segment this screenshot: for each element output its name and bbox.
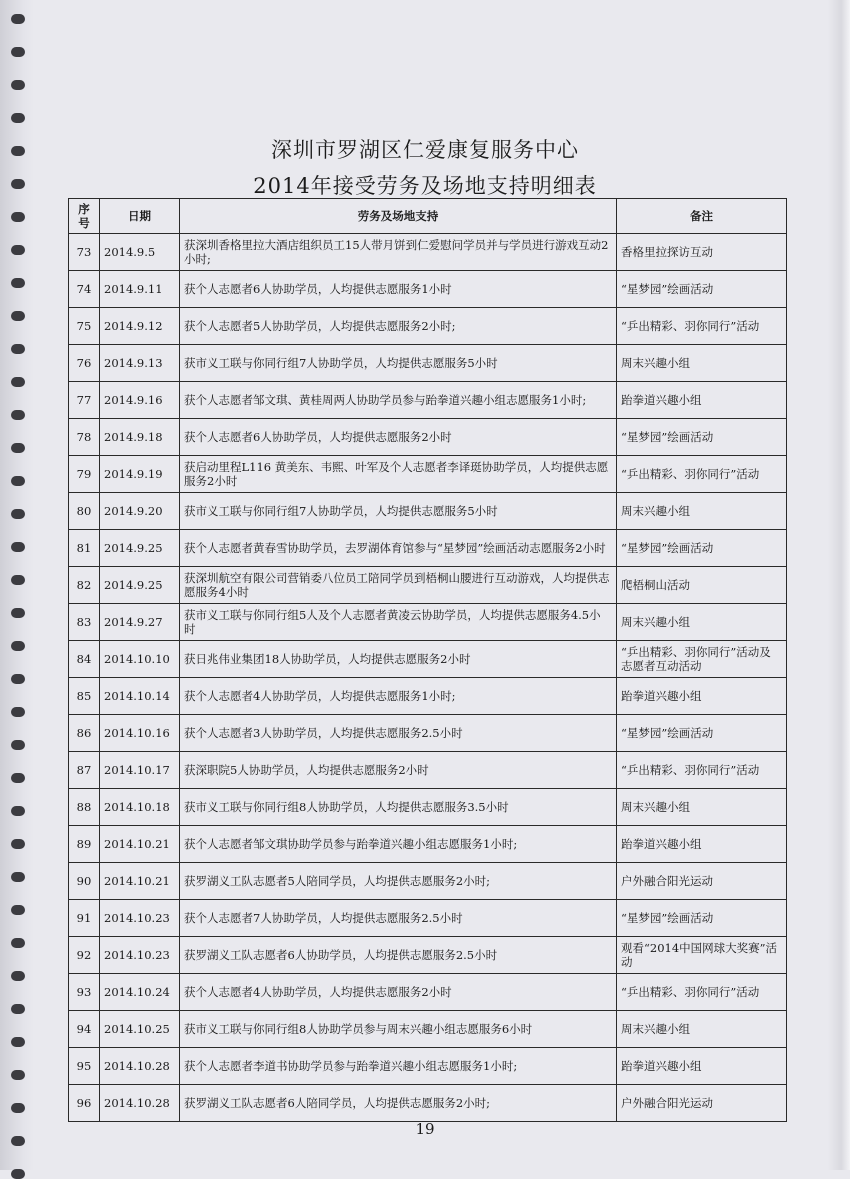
binding-hole [11,806,25,816]
row-date: 2014.10.23 [100,937,180,974]
row-note: 观看“2014中国网球大奖赛”活动 [617,937,787,974]
row-note: “乒出精彩、羽你同行”活动 [617,308,787,345]
binding-hole [11,14,25,24]
table-row [69,308,787,345]
row-note: 户外融合阳光运动 [617,863,787,900]
row-note: 周末兴趣小组 [617,604,787,641]
row-support: 获市义工联与你同行组8人协助学员，人均提供志愿服务3.5小时 [180,789,617,826]
table-row [69,826,787,863]
row-number: 90 [69,863,100,900]
row-support: 获个人志愿者4人协助学员，人均提供志愿服务1小时; [180,678,617,715]
row-support: 获个人志愿者3人协助学员，人均提供志愿服务2.5小时 [180,715,617,752]
row-number: 85 [69,678,100,715]
row-date: 2014.9.19 [100,456,180,493]
binding-hole [11,938,25,948]
row-date: 2014.9.13 [100,345,180,382]
binding-hole [11,245,25,255]
row-number: 89 [69,826,100,863]
binding-hole [11,1037,25,1047]
row-support: 获启动里程L116 黄美东、韦熙、叶军及个人志愿者李译珽协助学员，人均提供志愿服务2小时 [180,456,617,493]
table-row [69,530,787,567]
row-support: 获市义工联与你同行组7人协助学员，人均提供志愿服务5小时 [180,493,617,530]
column-header-note: 备注 [617,199,787,234]
document-title: 深圳市罗湖区仁爱康复服务中心 [271,138,579,162]
binding-hole [11,410,25,420]
row-note: 香格里拉探访互动 [617,234,787,271]
table-row [69,271,787,308]
row-note: “星梦园”绘画活动 [617,900,787,937]
table-row [69,419,787,456]
row-support: 获个人志愿者邹文琪、黄桂周两人协助学员参与跆拳道兴趣小组志愿服务1小时; [180,382,617,419]
row-number: 96 [69,1085,100,1122]
row-support: 获个人志愿者邹文琪协助学员参与跆拳道兴趣小组志愿服务1小时; [180,826,617,863]
binding-hole [11,377,25,387]
row-date: 2014.10.28 [100,1048,180,1085]
row-support: 获市义工联与你同行组5人及个人志愿者黄凌云协助学员，人均提供志愿服务4.5小时 [180,604,617,641]
binding-hole [11,278,25,288]
table-row [69,715,787,752]
binding-hole [11,443,25,453]
binding-hole [11,707,25,717]
table-row [69,493,787,530]
column-header-support: 劳务及场地支持 [180,199,617,234]
row-support: 获罗湖义工队志愿者6人协助学员，人均提供志愿服务2.5小时 [180,937,617,974]
row-note: “星梦园”绘画活动 [617,715,787,752]
row-date: 2014.9.25 [100,567,180,604]
row-support: 获个人志愿者4人协助学员，人均提供志愿服务2小时 [180,974,617,1011]
table-row [69,604,787,641]
binding-hole [11,1004,25,1014]
row-note: “星梦园”绘画活动 [617,530,787,567]
table-row [69,345,787,382]
row-note: 周末兴趣小组 [617,1011,787,1048]
row-number: 76 [69,345,100,382]
row-note: 周末兴趣小组 [617,493,787,530]
row-number: 75 [69,308,100,345]
row-number: 82 [69,567,100,604]
binding-hole [11,905,25,915]
row-date: 2014.9.12 [100,308,180,345]
row-support: 获深职院5人协助学员，人均提供志愿服务2小时 [180,752,617,789]
row-date: 2014.9.16 [100,382,180,419]
table-row [69,752,787,789]
row-date: 2014.10.21 [100,826,180,863]
row-date: 2014.10.18 [100,789,180,826]
row-date: 2014.9.25 [100,530,180,567]
row-number: 74 [69,271,100,308]
binding-hole [11,1070,25,1080]
binding-hole [11,212,25,222]
binding-hole [11,542,25,552]
row-note: “乒出精彩、羽你同行”活动 [617,456,787,493]
binding-hole [11,674,25,684]
row-support: 获市义工联与你同行组7人协助学员，人均提供志愿服务5小时 [180,345,617,382]
row-date: 2014.10.16 [100,715,180,752]
row-note: 周末兴趣小组 [617,345,787,382]
row-number: 83 [69,604,100,641]
column-header-number: 序号 [69,199,100,234]
row-date: 2014.9.18 [100,419,180,456]
row-note: 跆拳道兴趣小组 [617,826,787,863]
row-support: 获罗湖义工队志愿者6人陪同学员，人均提供志愿服务2小时; [180,1085,617,1122]
document-subtitle: 2014年接受劳务及场地支持明细表 [253,174,597,198]
row-note: “星梦园”绘画活动 [617,419,787,456]
binding-hole [11,839,25,849]
table-row [69,382,787,419]
row-date: 2014.10.28 [100,1085,180,1122]
row-number: 81 [69,530,100,567]
row-number: 78 [69,419,100,456]
table-row [69,937,787,974]
row-date: 2014.10.10 [100,641,180,678]
binding-hole [11,47,25,57]
row-support: 获个人志愿者5人协助学员，人均提供志愿服务2小时; [180,308,617,345]
binding-hole [11,740,25,750]
row-note: 跆拳道兴趣小组 [617,1048,787,1085]
row-support: 获罗湖义工队志愿者5人陪同学员，人均提供志愿服务2小时; [180,863,617,900]
binding-hole [11,1169,25,1179]
row-date: 2014.9.11 [100,271,180,308]
row-note: 跆拳道兴趣小组 [617,678,787,715]
row-date: 2014.10.23 [100,900,180,937]
row-note: “乒出精彩、羽你同行”活动及志愿者互动活动 [617,641,787,678]
row-number: 77 [69,382,100,419]
row-date: 2014.9.5 [100,234,180,271]
row-note: 周末兴趣小组 [617,789,787,826]
row-number: 95 [69,1048,100,1085]
row-number: 94 [69,1011,100,1048]
binding-hole [11,80,25,90]
table-row [69,678,787,715]
binding-hole [11,476,25,486]
table-row [69,900,787,937]
binding-hole [11,872,25,882]
binding-hole [11,311,25,321]
row-support: 获个人志愿者6人协助学员，人均提供志愿服务2小时 [180,419,617,456]
row-date: 2014.10.17 [100,752,180,789]
table-row [69,974,787,1011]
table-row [69,641,787,678]
binding-hole [11,1103,25,1113]
table-row [69,1048,787,1085]
row-support: 获个人志愿者6人协助学员，人均提供志愿服务1小时 [180,271,617,308]
row-number: 79 [69,456,100,493]
row-date: 2014.10.14 [100,678,180,715]
row-support: 获深圳香格里拉大酒店组织员工15人带月饼到仁爱慰问学员并与学员进行游戏互动2小时; [180,234,617,271]
row-note: 爬梧桐山活动 [617,567,787,604]
row-number: 80 [69,493,100,530]
binding-hole [11,773,25,783]
row-support: 获个人志愿者7人协助学员，人均提供志愿服务2.5小时 [180,900,617,937]
table-row [69,789,787,826]
binding-hole [11,971,25,981]
row-date: 2014.10.25 [100,1011,180,1048]
binding-hole [11,641,25,651]
column-header-date: 日期 [100,199,180,234]
row-note: 跆拳道兴趣小组 [617,382,787,419]
row-support: 获个人志愿者李道书协助学员参与跆拳道兴趣小组志愿服务1小时; [180,1048,617,1085]
row-number: 84 [69,641,100,678]
row-note: 户外融合阳光运动 [617,1085,787,1122]
row-date: 2014.9.20 [100,493,180,530]
row-note: “星梦园”绘画活动 [617,271,787,308]
table-row [69,567,787,604]
table-row [69,234,787,271]
row-number: 91 [69,900,100,937]
row-number: 88 [69,789,100,826]
binding-hole [11,608,25,618]
row-support: 获日兆伟业集团18人协助学员，人均提供志愿服务2小时 [180,641,617,678]
table-row [69,456,787,493]
binding-hole [11,509,25,519]
row-date: 2014.9.27 [100,604,180,641]
row-support: 获市义工联与你同行组8人协助学员参与周末兴趣小组志愿服务6小时 [180,1011,617,1048]
row-number: 86 [69,715,100,752]
row-number: 92 [69,937,100,974]
row-note: “乒出精彩、羽你同行”活动 [617,752,787,789]
table-row [69,1011,787,1048]
row-support: 获个人志愿者黄春雪协助学员，去罗湖体育馆参与“星梦园”绘画活动志愿服务2小时 [180,530,617,567]
row-date: 2014.10.24 [100,974,180,1011]
table-header-row [69,199,787,234]
table-row [69,863,787,900]
binding-hole [11,344,25,354]
binding-hole [11,113,25,123]
row-number: 87 [69,752,100,789]
row-number: 93 [69,974,100,1011]
support-detail-table [68,198,787,1122]
row-number: 73 [69,234,100,271]
binding-hole [11,575,25,585]
row-note: “乒出精彩、羽你同行”活动 [617,974,787,1011]
page-number: 19 [415,1120,435,1138]
row-date: 2014.10.21 [100,863,180,900]
row-support: 获深圳航空有限公司营销委八位员工陪同学员到梧桐山腰进行互动游戏，人均提供志愿服务4小时 [180,567,617,604]
table-row [69,1085,787,1122]
